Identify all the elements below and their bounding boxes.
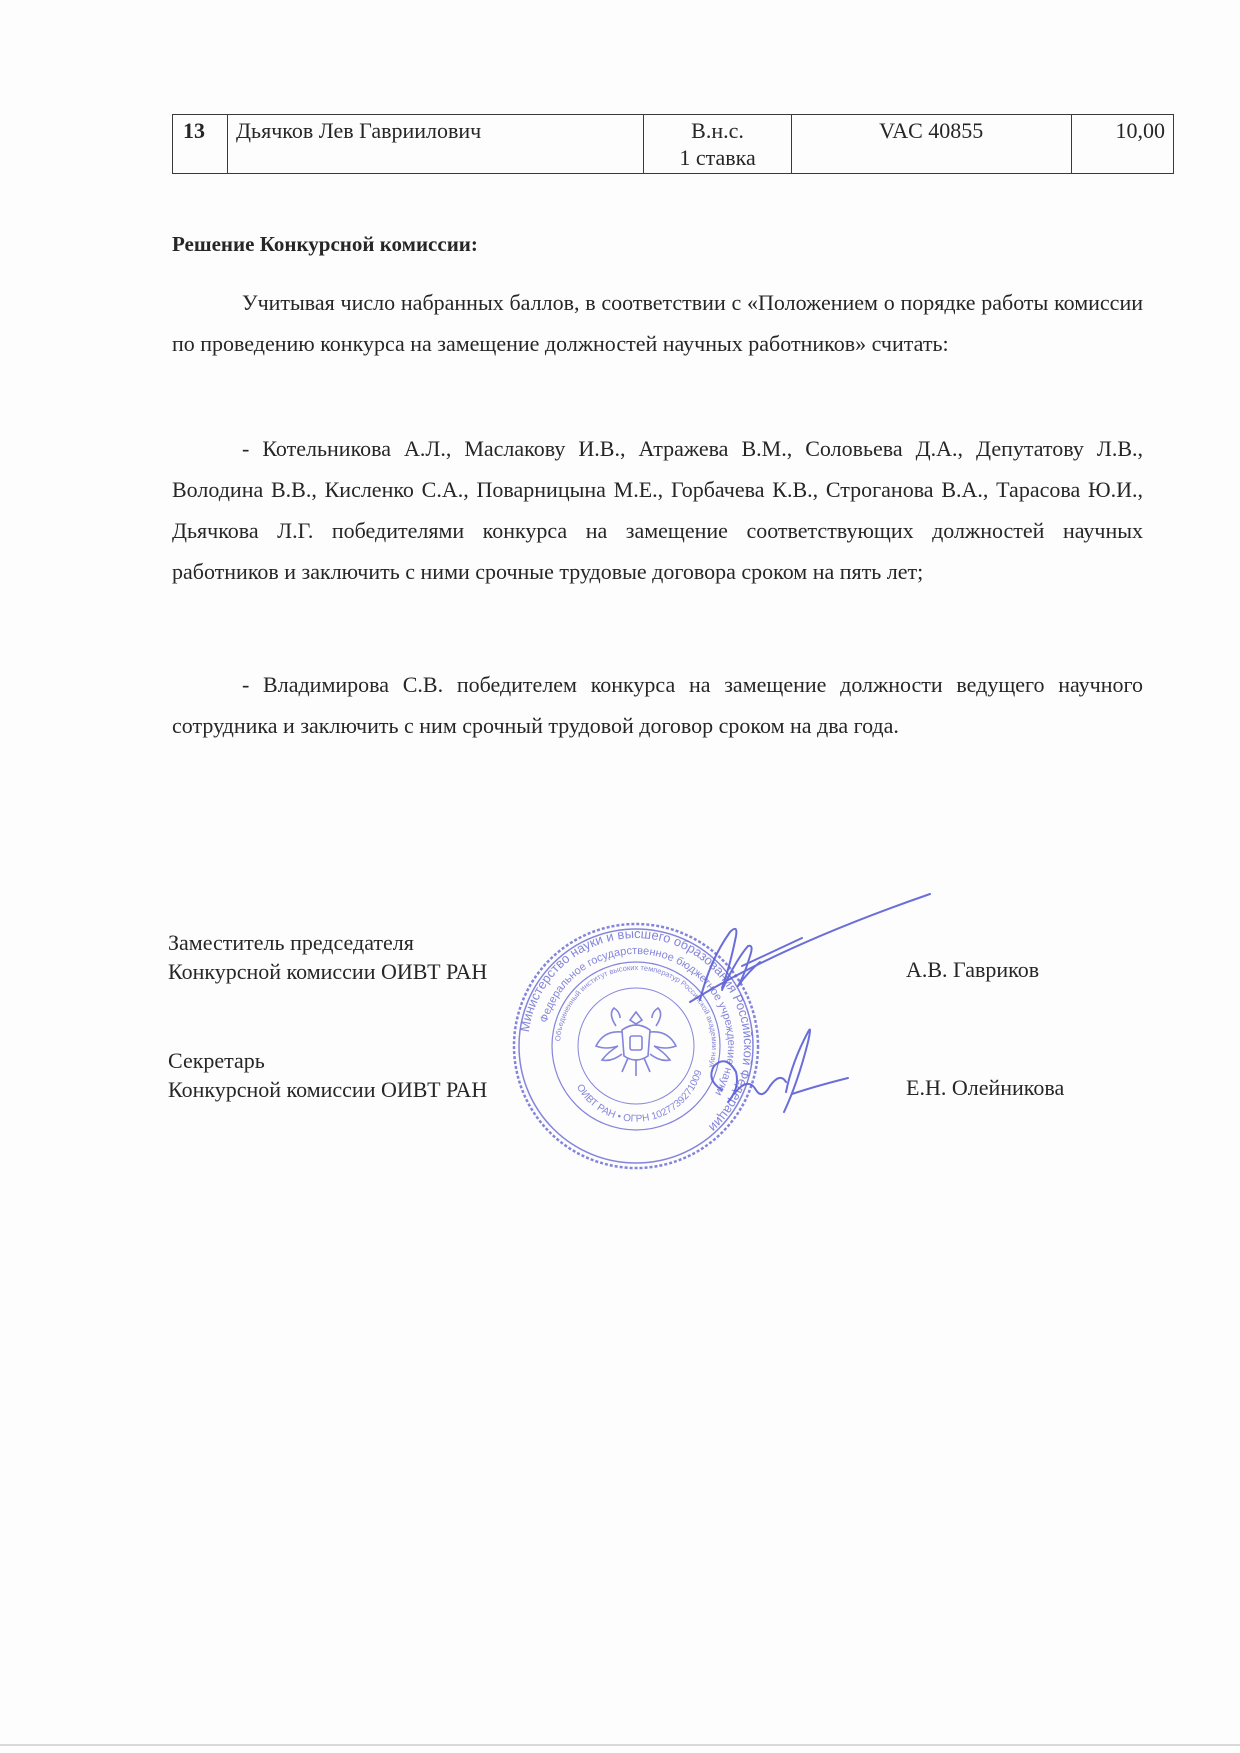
secretary-title-line1: Секретарь <box>168 1048 265 1073</box>
decision-heading: Решение Конкурсной комиссии: <box>172 232 478 256</box>
vacancy-code: VAC 40855 <box>791 115 1071 174</box>
position-rate: 1 ставка <box>679 145 756 170</box>
decision-paragraph-winners: - Котельникова А.Л., Маслакову И.В., Атражева В.М., Соловьева Д.А., Депутатову Л.В., Володина В.В., Кисленко С.А., Поварницына М.Е., Горбачева К.В., Строганова В.А., Тарасова Ю.И., Дьячкова Л.Г. победителями конкурса на замещение соответствующих должностей научных работников и заключить с ними срочные трудовые договора сроком на пять лет; <box>172 436 1143 584</box>
score-cell: 10,00 <box>1071 115 1173 174</box>
deputy-title-line2: Конкурсной комиссии ОИВТ РАН <box>168 959 488 984</box>
deputy-title-line1: Заместитель председателя <box>168 930 414 955</box>
position-cell <box>644 115 791 174</box>
results-table <box>172 114 1174 174</box>
seal-inner-text: Объединенный институт высоких температур Российской академии наук <box>553 962 720 1069</box>
seal-middle-text: Федеральное государственное бюджетное учреждение науки <box>538 944 738 1098</box>
double-headed-eagle-emblem <box>596 1008 676 1076</box>
decision-paragraph-intro: Учитывая число набранных баллов, в соответствии с «Положением о порядке работы комиссии по проведению конкурса на замещение должностей научных работников» считать: <box>172 290 1143 356</box>
candidate-name: Дьячков Лев Гавриилович <box>228 115 644 174</box>
secretary-title <box>168 1046 487 1104</box>
secretary-name: Е.Н. Олейникова <box>906 1075 1065 1100</box>
secretary-title-line2: Конкурсной комиссии ОИВТ РАН <box>168 1077 488 1102</box>
deputy-chair-title <box>168 928 487 986</box>
deputy-chair-name: А.В. Гавриков <box>906 957 1040 982</box>
position-title: В.н.с. <box>691 118 744 143</box>
table-row <box>173 115 1174 174</box>
seal-bottom-text: ОИВТ РАН • ОГРН 1027739271009 <box>573 1068 705 1125</box>
seal-outer-text: Министерство науки и высшего образования Российской Федерации <box>516 925 757 1136</box>
official-seal-stamp <box>510 920 762 1172</box>
row-number: 13 <box>173 115 228 174</box>
scan-edge-line <box>0 1744 1240 1746</box>
decision-paragraph-lead-researcher: - Владимирова С.В. победителем конкурса на замещение должности ведущего научного сотрудника и заключить с ним срочный трудовой договор сроком на два года. <box>172 672 1143 738</box>
